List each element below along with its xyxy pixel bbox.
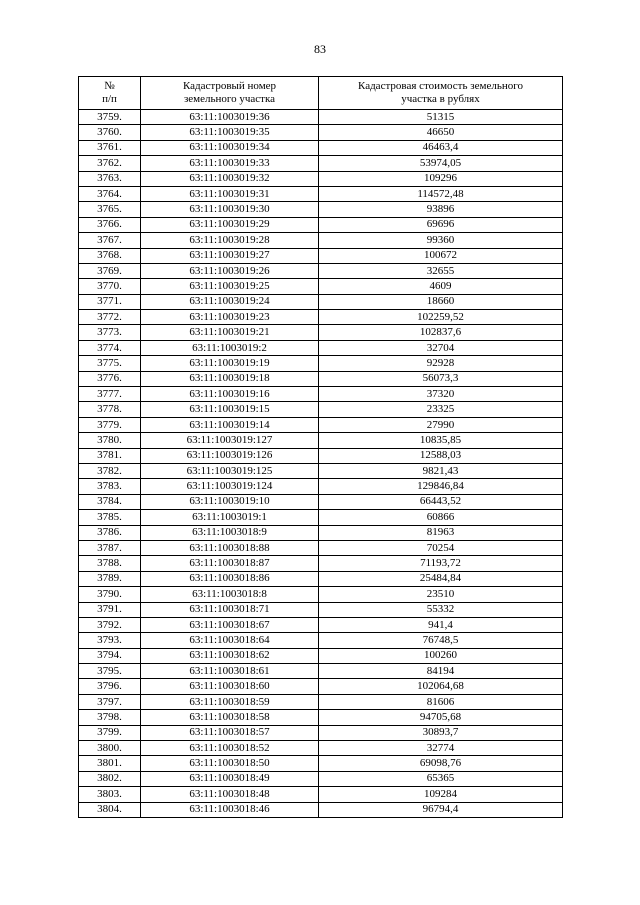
cadastral-number-cell: 63:11:1003019:30 [141, 202, 319, 217]
row-number-cell: 3793. [79, 633, 141, 648]
header-cadastral-line-1: Кадастровый номер [182, 80, 277, 92]
row-number-cell: 3801. [79, 756, 141, 771]
table-row [79, 463, 563, 478]
cadastral-cost-cell: 96794,4 [319, 802, 563, 817]
table-body [79, 110, 563, 818]
row-number-cell: 3774. [79, 340, 141, 355]
cadastral-number-cell: 63:11:1003019:25 [141, 279, 319, 294]
table-row [79, 494, 563, 509]
row-number-cell: 3781. [79, 448, 141, 463]
table-row [79, 679, 563, 694]
row-number-cell: 3776. [79, 371, 141, 386]
cadastral-number-cell: 63:11:1003018:9 [141, 525, 319, 540]
cadastral-number-cell: 63:11:1003019:16 [141, 387, 319, 402]
table-row [79, 448, 563, 463]
page-number: 83 [314, 42, 326, 56]
cadastral-cost-cell: 56073,3 [319, 371, 563, 386]
table-row [79, 648, 563, 663]
cadastral-cost-cell: 32774 [319, 741, 563, 756]
row-number-cell: 3787. [79, 540, 141, 555]
cadastral-number-cell: 63:11:1003019:33 [141, 156, 319, 171]
table-row [79, 525, 563, 540]
row-number-cell: 3764. [79, 186, 141, 201]
cadastral-number-cell: 63:11:1003019:15 [141, 402, 319, 417]
cadastral-cost-cell: 46650 [319, 125, 563, 140]
row-number-cell: 3790. [79, 587, 141, 602]
cadastral-number-cell: 63:11:1003019:29 [141, 217, 319, 232]
cadastral-number-cell: 63:11:1003019:124 [141, 479, 319, 494]
cadastral-number-cell: 63:11:1003019:19 [141, 356, 319, 371]
cadastral-cost-cell: 81606 [319, 694, 563, 709]
cadastral-number-cell: 63:11:1003019:126 [141, 448, 319, 463]
cadastral-cost-cell: 18660 [319, 294, 563, 309]
cadastral-number-cell: 63:11:1003019:35 [141, 125, 319, 140]
table-row [79, 233, 563, 248]
cadastral-cost-cell: 37320 [319, 387, 563, 402]
cadastral-number-cell: 63:11:1003018:57 [141, 725, 319, 740]
table-row [79, 587, 563, 602]
table-header [79, 77, 563, 110]
table-row [79, 325, 563, 340]
cadastral-number-cell: 63:11:1003018:49 [141, 771, 319, 786]
cadastral-cost-cell: 23510 [319, 587, 563, 602]
cadastral-cost-cell: 102064,68 [319, 679, 563, 694]
cadastral-number-cell: 63:11:1003018:62 [141, 648, 319, 663]
row-number-cell: 3794. [79, 648, 141, 663]
table-row [79, 433, 563, 448]
cadastral-cost-cell: 102837,6 [319, 325, 563, 340]
table-row [79, 617, 563, 632]
cadastral-number-cell: 63:11:1003018:60 [141, 679, 319, 694]
row-number-cell: 3778. [79, 402, 141, 417]
cadastral-number-cell: 63:11:1003019:2 [141, 340, 319, 355]
cadastral-cost-cell: 129846,84 [319, 479, 563, 494]
header-cadastral-cost [319, 77, 563, 110]
cadastral-number-cell: 63:11:1003019:31 [141, 186, 319, 201]
row-number-cell: 3769. [79, 263, 141, 278]
cadastral-cost-cell: 10835,85 [319, 433, 563, 448]
cadastral-cost-cell: 941,4 [319, 617, 563, 632]
table-row [79, 310, 563, 325]
cadastral-number-cell: 63:11:1003019:28 [141, 233, 319, 248]
table-row [79, 802, 563, 817]
cadastral-cost-cell: 65365 [319, 771, 563, 786]
row-number-cell: 3760. [79, 125, 141, 140]
row-number-cell: 3795. [79, 664, 141, 679]
cadastral-number-cell: 63:11:1003019:125 [141, 463, 319, 478]
table-row [79, 171, 563, 186]
table-row [79, 602, 563, 617]
table-row [79, 417, 563, 432]
cadastral-number-cell: 63:11:1003018:64 [141, 633, 319, 648]
row-number-cell: 3782. [79, 463, 141, 478]
row-number-cell: 3796. [79, 679, 141, 694]
table-row [79, 741, 563, 756]
cadastral-number-cell: 63:11:1003019:18 [141, 371, 319, 386]
cadastral-number-cell: 63:11:1003018:48 [141, 787, 319, 802]
cadastral-cost-cell: 93896 [319, 202, 563, 217]
row-number-cell: 3766. [79, 217, 141, 232]
cadastral-number-cell: 63:11:1003019:26 [141, 263, 319, 278]
cadastral-cost-cell: 55332 [319, 602, 563, 617]
table-row [79, 664, 563, 679]
cadastral-number-cell: 63:11:1003019:1 [141, 510, 319, 525]
header-row [79, 77, 563, 110]
cadastral-cost-cell: 99360 [319, 233, 563, 248]
row-number-cell: 3783. [79, 479, 141, 494]
row-number-cell: 3763. [79, 171, 141, 186]
cadastral-cost-cell: 71193,72 [319, 556, 563, 571]
cadastral-number-cell: 63:11:1003018:46 [141, 802, 319, 817]
cadastral-number-cell: 63:11:1003019:10 [141, 494, 319, 509]
row-number-cell: 3789. [79, 571, 141, 586]
row-number-cell: 3788. [79, 556, 141, 571]
table-row [79, 710, 563, 725]
table-row [79, 248, 563, 263]
cadastral-cost-cell: 100672 [319, 248, 563, 263]
table-row [79, 186, 563, 201]
cadastral-number-cell: 63:11:1003018:88 [141, 540, 319, 555]
cadastral-cost-cell: 94705,68 [319, 710, 563, 725]
cadastral-cost-cell: 76748,5 [319, 633, 563, 648]
table-row [79, 279, 563, 294]
cadastral-cost-cell: 69098,76 [319, 756, 563, 771]
cadastral-cost-cell: 92928 [319, 356, 563, 371]
cadastral-cost-cell: 66443,52 [319, 494, 563, 509]
table-row [79, 756, 563, 771]
cadastral-number-cell: 63:11:1003019:24 [141, 294, 319, 309]
row-number-cell: 3800. [79, 741, 141, 756]
cadastral-number-cell: 63:11:1003018:87 [141, 556, 319, 571]
header-number-line-2: п/п [102, 93, 117, 105]
table-row [79, 771, 563, 786]
cadastral-number-cell: 63:11:1003019:34 [141, 140, 319, 155]
cadastral-cost-cell: 27990 [319, 417, 563, 432]
table-row [79, 725, 563, 740]
table-row [79, 479, 563, 494]
table-row [79, 140, 563, 155]
table-row [79, 156, 563, 171]
cadastral-cost-cell: 51315 [319, 110, 563, 125]
table-row [79, 263, 563, 278]
table-row [79, 540, 563, 555]
cadastral-number-cell: 63:11:1003019:127 [141, 433, 319, 448]
table-row [79, 387, 563, 402]
row-number-cell: 3791. [79, 602, 141, 617]
cadastral-cost-cell: 53974,05 [319, 156, 563, 171]
row-number-cell: 3762. [79, 156, 141, 171]
row-number-cell: 3798. [79, 710, 141, 725]
cadastral-cost-cell: 25484,84 [319, 571, 563, 586]
row-number-cell: 3761. [79, 140, 141, 155]
cadastral-number-cell: 63:11:1003018:61 [141, 664, 319, 679]
cadastral-number-cell: 63:11:1003018:50 [141, 756, 319, 771]
row-number-cell: 3792. [79, 617, 141, 632]
row-number-cell: 3777. [79, 387, 141, 402]
cadastral-cost-cell: 69696 [319, 217, 563, 232]
cadastral-cost-cell: 70254 [319, 540, 563, 555]
cadastral-cost-cell: 84194 [319, 664, 563, 679]
header-cadastral-line-2: земельного участка [183, 93, 276, 105]
cadastral-number-cell: 63:11:1003019:32 [141, 171, 319, 186]
row-number-cell: 3797. [79, 694, 141, 709]
table-row [79, 633, 563, 648]
row-number-cell: 3773. [79, 325, 141, 340]
table-row [79, 110, 563, 125]
table-row [79, 125, 563, 140]
header-number [79, 77, 141, 110]
cadastral-number-cell: 63:11:1003019:23 [141, 310, 319, 325]
cadastral-cost-cell: 23325 [319, 402, 563, 417]
table-row [79, 402, 563, 417]
cadastral-number-cell: 63:11:1003018:59 [141, 694, 319, 709]
cadastral-number-cell: 63:11:1003019:14 [141, 417, 319, 432]
table-row [79, 356, 563, 371]
cadastral-number-cell: 63:11:1003018:58 [141, 710, 319, 725]
row-number-cell: 3804. [79, 802, 141, 817]
cadastral-cost-cell: 30893,7 [319, 725, 563, 740]
row-number-cell: 3802. [79, 771, 141, 786]
cadastral-cost-cell: 102259,52 [319, 310, 563, 325]
table-row [79, 694, 563, 709]
cadastral-cost-cell: 114572,48 [319, 186, 563, 201]
header-cadastral-number [141, 77, 319, 110]
cadastral-number-cell: 63:11:1003019:21 [141, 325, 319, 340]
cadastral-number-cell: 63:11:1003018:8 [141, 587, 319, 602]
cadastral-cost-cell: 12588,03 [319, 448, 563, 463]
cadastral-cost-cell: 60866 [319, 510, 563, 525]
row-number-cell: 3780. [79, 433, 141, 448]
cadastral-number-cell: 63:11:1003019:36 [141, 110, 319, 125]
header-cost-line-1: Кадастровая стоимость земельного [358, 80, 523, 92]
row-number-cell: 3786. [79, 525, 141, 540]
row-number-cell: 3803. [79, 787, 141, 802]
cadastral-cost-cell: 109284 [319, 787, 563, 802]
table-row [79, 202, 563, 217]
cadastral-number-cell: 63:11:1003018:67 [141, 617, 319, 632]
table-row [79, 371, 563, 386]
cadastral-cost-cell: 32655 [319, 263, 563, 278]
row-number-cell: 3784. [79, 494, 141, 509]
table-row [79, 217, 563, 232]
cadastral-number-cell: 63:11:1003018:71 [141, 602, 319, 617]
cadastral-number-cell: 63:11:1003018:52 [141, 741, 319, 756]
cadastral-value-table [78, 76, 563, 818]
cadastral-cost-cell: 81963 [319, 525, 563, 540]
header-number-line-1: № [104, 80, 115, 92]
row-number-cell: 3771. [79, 294, 141, 309]
cadastral-cost-cell: 4609 [319, 279, 563, 294]
cadastral-cost-cell: 109296 [319, 171, 563, 186]
header-cost-line-2: участка в рублях [401, 93, 480, 105]
table-row [79, 571, 563, 586]
table-row [79, 556, 563, 571]
row-number-cell: 3775. [79, 356, 141, 371]
table-row [79, 294, 563, 309]
cadastral-cost-cell: 46463,4 [319, 140, 563, 155]
table-row [79, 510, 563, 525]
cadastral-cost-cell: 9821,43 [319, 463, 563, 478]
row-number-cell: 3768. [79, 248, 141, 263]
row-number-cell: 3779. [79, 417, 141, 432]
row-number-cell: 3759. [79, 110, 141, 125]
cadastral-number-cell: 63:11:1003018:86 [141, 571, 319, 586]
cadastral-number-cell: 63:11:1003019:27 [141, 248, 319, 263]
row-number-cell: 3770. [79, 279, 141, 294]
row-number-cell: 3799. [79, 725, 141, 740]
row-number-cell: 3767. [79, 233, 141, 248]
cadastral-cost-cell: 100260 [319, 648, 563, 663]
row-number-cell: 3765. [79, 202, 141, 217]
row-number-cell: 3772. [79, 310, 141, 325]
cadastral-cost-cell: 32704 [319, 340, 563, 355]
row-number-cell: 3785. [79, 510, 141, 525]
table-row [79, 340, 563, 355]
table-row [79, 787, 563, 802]
